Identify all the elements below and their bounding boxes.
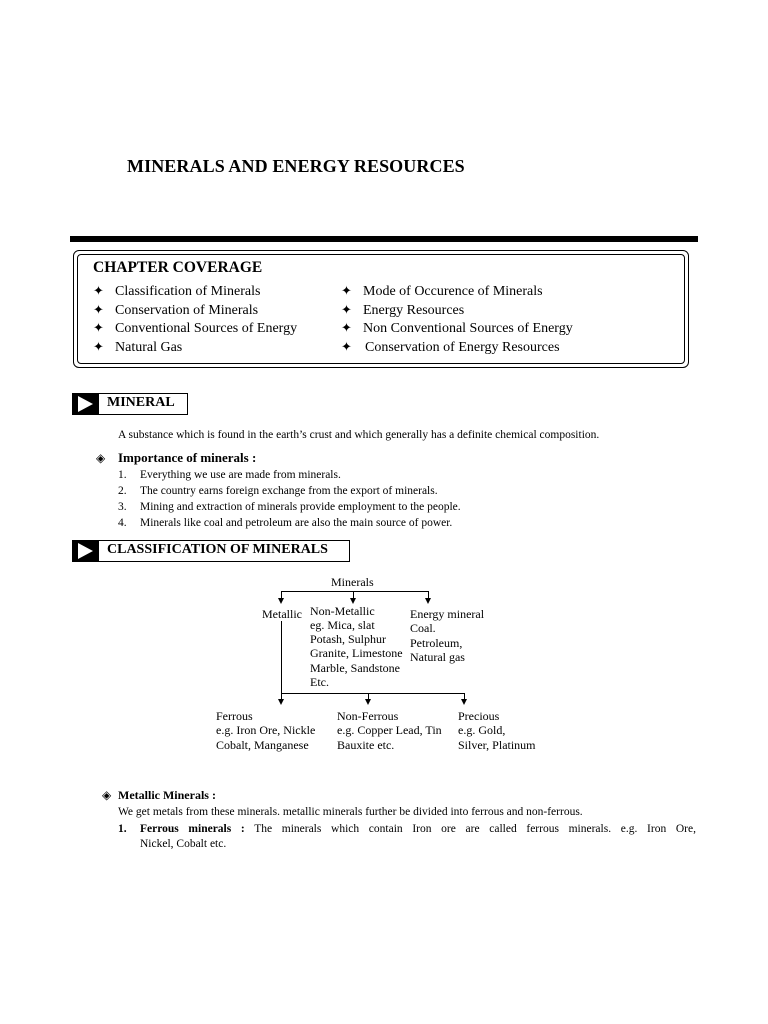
- star-bullet-icon: ✦: [341, 284, 352, 299]
- arrow-down-icon: [365, 699, 371, 705]
- tree-node-non-metallic: Non-Metallic: [310, 604, 375, 618]
- title-rule: [70, 236, 698, 242]
- arrow-right-icon: [73, 394, 99, 414]
- tree-connector: [281, 591, 429, 592]
- mineral-definition: A substance which is found in the earth’s crust and which generally has a definite chemical composition.: [118, 429, 600, 441]
- arrow-down-icon: [461, 699, 467, 705]
- tree-node-text: Coal.: [410, 621, 436, 635]
- coverage-item: ✦ Conventional Sources of Energy: [93, 321, 298, 336]
- arrow-right-icon: [73, 541, 99, 561]
- tree-node-ferrous: Ferrous: [216, 709, 253, 723]
- tree-node-text: eg. Mica, slat: [310, 618, 375, 632]
- coverage-item: ✦ Natural Gas: [93, 340, 183, 355]
- star-bullet-icon: ✦: [341, 303, 352, 318]
- tree-node-text: Granite, Limestone: [310, 646, 403, 660]
- mineral-section-heading: [72, 393, 188, 415]
- tree-connector: [281, 693, 465, 694]
- metallic-minerals-heading: ◈ Metallic Minerals :: [102, 788, 216, 802]
- star-bullet-icon: ✦: [93, 340, 104, 355]
- list-item: 3. Mining and extraction of minerals provide employment to the people.: [118, 501, 461, 513]
- coverage-item: ✦ Mode of Occurence of Minerals: [341, 284, 543, 299]
- page-title: MINERALS AND ENERGY RESOURCES: [127, 156, 465, 176]
- coverage-item: ✦ Conservation of Energy Resources: [341, 340, 560, 355]
- tree-node-text: Cobalt, Manganese: [216, 738, 309, 752]
- tree-node-text: e.g. Copper Lead, Tin: [337, 723, 442, 737]
- coverage-item: ✦ Conservation of Minerals: [93, 303, 259, 318]
- tree-node-precious: Precious: [458, 709, 500, 723]
- tree-node-text: e.g. Gold,: [458, 723, 506, 737]
- tree-node-text: Bauxite etc.: [337, 738, 395, 752]
- section-heading-label: MINERAL: [107, 395, 175, 410]
- diamond-bullet-icon: ◈: [96, 451, 106, 465]
- coverage-item: ✦ Classification of Minerals: [93, 284, 261, 299]
- tree-node-text: Petroleum,: [410, 636, 463, 650]
- arrow-down-icon: [278, 699, 284, 705]
- classification-section-heading: [72, 540, 350, 562]
- importance-heading: ◈ Importance of minerals :: [96, 450, 257, 465]
- tree-connector: [281, 621, 282, 693]
- tree-node-text: Potash, Sulphur: [310, 632, 387, 646]
- ferrous-minerals-item: 1. Ferrous minerals : The minerals which contain Iron ore are called ferrous minerals. e.g. Iron Ore,: [118, 823, 696, 835]
- tree-node-non-ferrous: Non-Ferrous: [337, 709, 399, 723]
- list-item: 1. Everything we use are made from minerals.: [118, 469, 341, 481]
- star-bullet-icon: ✦: [341, 340, 352, 355]
- list-item: 2. The country earns foreign exchange from the export of minerals.: [118, 485, 438, 497]
- coverage-item: ✦ Non Conventional Sources of Energy: [341, 321, 573, 336]
- tree-node-energy: Energy mineral: [410, 607, 485, 621]
- star-bullet-icon: ✦: [93, 321, 104, 336]
- tree-node-text: Etc.: [310, 675, 329, 689]
- ferrous-minerals-continuation: Nickel, Cobalt etc.: [140, 838, 227, 850]
- arrow-down-icon: [278, 598, 284, 604]
- coverage-item: ✦ Energy Resources: [341, 303, 465, 318]
- diamond-bullet-icon: ◈: [102, 788, 112, 802]
- tree-node-text: e.g. Iron Ore, Nickle: [216, 723, 316, 737]
- star-bullet-icon: ✦: [93, 303, 104, 318]
- arrow-down-icon: [425, 598, 431, 604]
- list-item: 4. Minerals like coal and petroleum are also the main source of power.: [118, 517, 453, 529]
- tree-root-label: Minerals: [331, 575, 374, 589]
- star-bullet-icon: ✦: [341, 321, 352, 336]
- star-bullet-icon: ✦: [93, 284, 104, 299]
- tree-node-text: Natural gas: [410, 650, 465, 664]
- chapter-coverage-title: CHAPTER COVERAGE: [93, 259, 263, 276]
- section-heading-label: CLASSIFICATION OF MINERALS: [107, 542, 328, 557]
- tree-node-metallic: Metallic: [262, 607, 302, 621]
- tree-node-text: Silver, Platinum: [458, 738, 536, 752]
- metallic-intro: We get metals from these minerals. metallic minerals further be divided into ferrous and non-ferrous.: [118, 806, 583, 818]
- tree-node-text: Marble, Sandstone: [310, 661, 400, 675]
